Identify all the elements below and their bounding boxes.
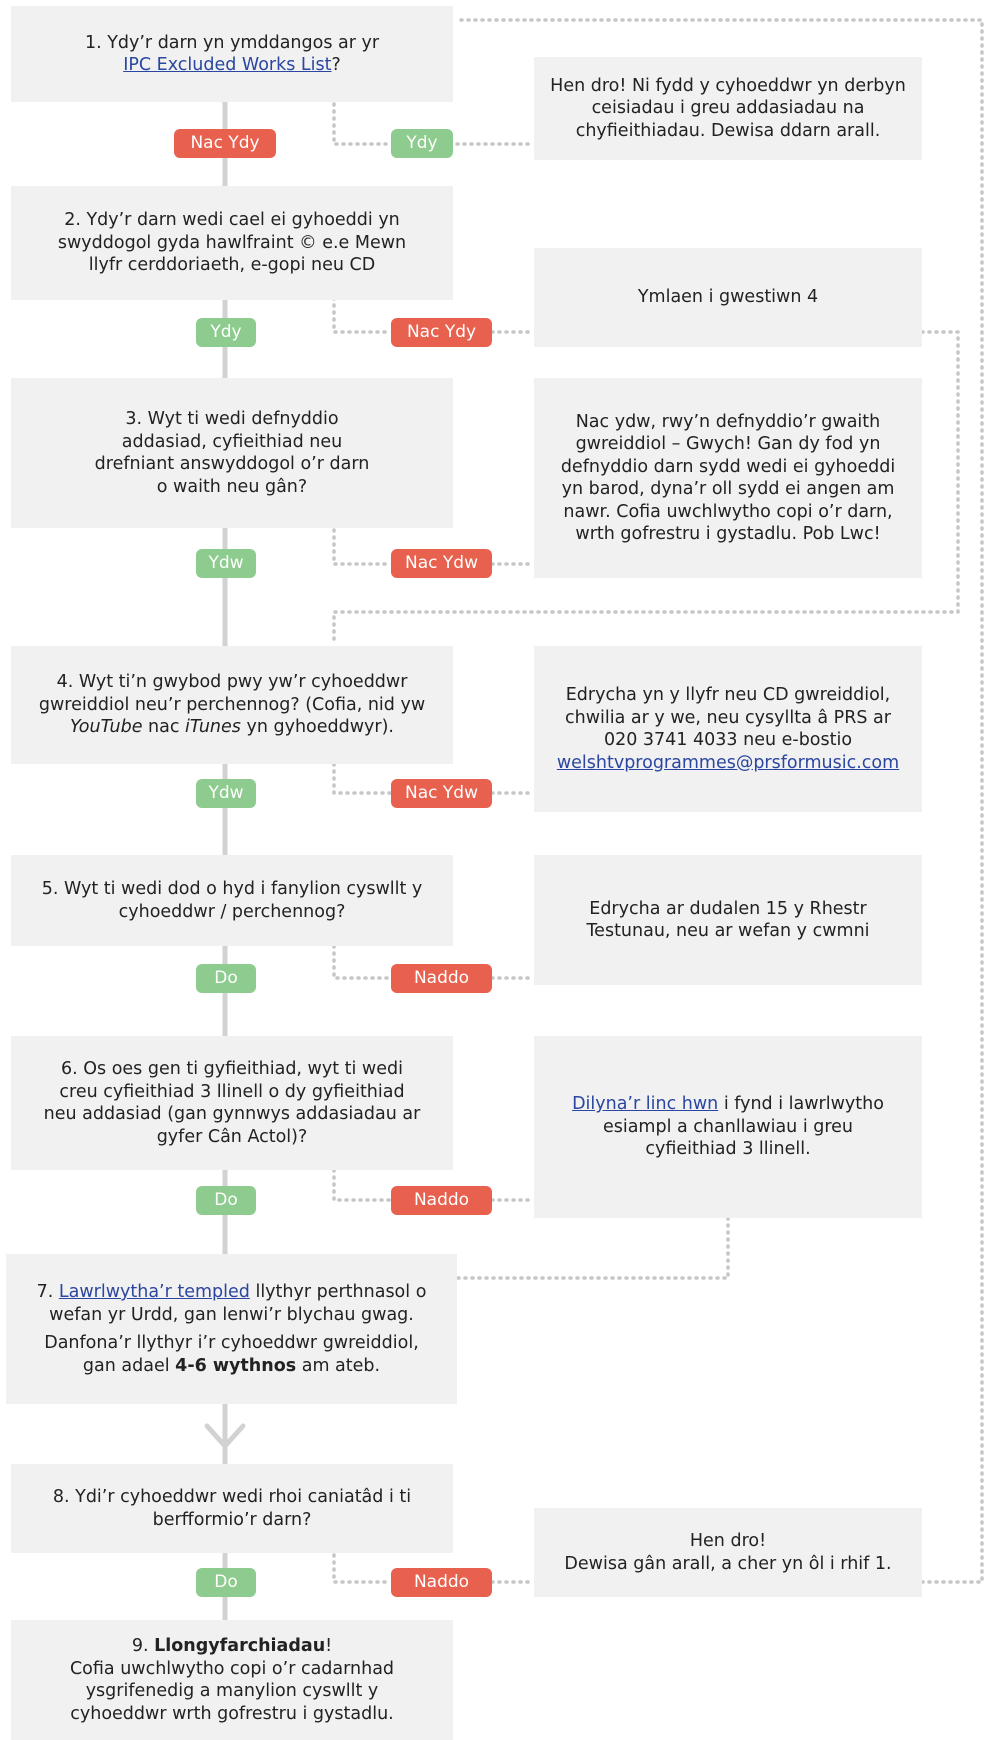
- question-8-text: 8. Ydi’r cyhoeddwr wedi rhoi caniatâd i ti berfformio’r darn?: [52, 1487, 412, 1530]
- branch-connector: [334, 1170, 390, 1200]
- ipc-excluded-works-link[interactable]: IPC Excluded Works List: [123, 55, 332, 75]
- answer-yes-pill: Do: [196, 964, 256, 993]
- answer-no-pill: Nac Ydy: [391, 318, 492, 347]
- branch-connector: [334, 530, 390, 564]
- question-6-text: 6. Os oes gen ti gyfieithiad, wyt ti wedi creu cyfieithiad 3 llinell o dy gyfieithiad neu addasiad (gan gynnwys addasiadau ar gyfer Cân Actol)?: [43, 1059, 421, 1147]
- question-9-box: [11, 1620, 453, 1740]
- result-2-box: [534, 248, 922, 347]
- question-2-box: [11, 186, 453, 300]
- result-1-box: [534, 57, 922, 160]
- answer-no-pill: Nac Ydw: [391, 549, 492, 578]
- question-6-box: [11, 1036, 453, 1170]
- question-8-box: [11, 1464, 453, 1553]
- result-3-box: [534, 378, 922, 578]
- question-4-box: [11, 646, 453, 764]
- result-5-box: [534, 855, 922, 985]
- question-7-line-1: 7. Lawrlwytha’r templed llythyr perthnasol o wefan yr Urdd, gan lenwi’r blychau gwag.: [36, 1282, 427, 1325]
- result-3-text: Nac ydw, rwy’n defnyddio’r gwaith gwreiddiol – Gwych! Gan dy fod yn defnyddio darn sydd wedi ei gyhoeddi yn barod, dyna’r oll sydd ei angen am nawr. Cofia uwchlwytho copi o’r darn, wrth gofrestru i gystadlu. Pob Lwc!: [560, 411, 896, 544]
- route-to-question-7: [458, 1218, 728, 1278]
- branch-connector: [334, 946, 390, 978]
- download-template-link[interactable]: Lawrlwytha’r templed: [58, 1282, 250, 1302]
- answer-yes-pill: Ydw: [196, 779, 256, 808]
- answer-yes-pill: Ydw: [196, 549, 256, 578]
- answer-yes-pill: Ydy: [196, 318, 256, 347]
- question-3-text: 3. Wyt ti wedi defnyddio addasiad, cyfieithiad neu drefniant answyddogol o’r darn o waith neu gân?: [94, 409, 370, 497]
- result-8-box: [534, 1508, 922, 1597]
- answer-yes-pill: Do: [196, 1186, 256, 1215]
- result-6-text: Dilyna’r linc hwn i fynd i lawrlwytho esiampl a chanllawiau i greu cyfieithiad 3 llinell.: [572, 1094, 884, 1160]
- result-4-text: Edrycha yn y llyfr neu CD gwreiddiol, chwilia ar y we, neu cysyllta â PRS ar 020 3741 4033 neu e-bostio welshtvprogrammes@prsformusic.com: [556, 685, 900, 773]
- answer-yes-pill: Ydy: [391, 129, 453, 158]
- question-1-box: [11, 6, 453, 102]
- branch-connector: [334, 104, 390, 144]
- result-5-text: Edrycha ar dudalen 15 y Rhestr Testunau, neu ar wefan y cwmni: [586, 898, 870, 941]
- question-7-box: [6, 1254, 457, 1404]
- question-5-box: [11, 855, 453, 946]
- result-4-box: [534, 646, 922, 812]
- branch-connector: [334, 298, 390, 332]
- branch-connector: [334, 764, 390, 793]
- question-3-box: [11, 378, 453, 528]
- result-1-text: Hen dro! Ni fydd y cyhoeddwr yn derbyn ceisiadau i greu addasiadau na chyfieithiadau. Dewisa ddarn arall.: [550, 75, 906, 141]
- prs-email-link[interactable]: welshtvprogrammes@prsformusic.com: [556, 752, 900, 773]
- question-2-text: 2. Ydy’r darn wedi cael ei gyhoeddi yn swyddogol gyda hawlfraint © e.e Mewn llyfr cerddoriaeth, e-gopi neu CD: [57, 210, 407, 276]
- question-mark: ?: [331, 55, 341, 75]
- answer-no-pill: Nac Ydw: [391, 779, 492, 808]
- answer-no-pill: Naddo: [391, 1186, 492, 1215]
- answer-no-pill: Naddo: [391, 964, 492, 993]
- question-9-text: 9. Llongyfarchiadau! Cofia uwchlwytho copi o’r cadarnhad ysgrifenedig a manylion cyswllt y cyhoeddwr wrth gofrestru i gystadlu.: [69, 1636, 395, 1724]
- answer-no-pill: Nac Ydy: [174, 129, 276, 158]
- question-5-text: 5. Wyt ti wedi dod o hyd i fanylion cyswllt y cyhoeddwr / perchennog?: [41, 879, 423, 922]
- question-1-text: 1. Ydy’r darn yn ymddangos ar yr: [84, 32, 380, 53]
- answer-no-pill: Naddo: [391, 1568, 492, 1597]
- question-7-line-2: Danfona’r llythyr i’r cyhoeddwr gwreiddiol, gan adael 4-6 wythnos am ateb.: [44, 1333, 419, 1376]
- result-8-text: Hen dro! Dewisa gân arall, a cher yn ôl i rhif 1.: [564, 1531, 892, 1574]
- question-4-text: 4. Wyt ti’n gwybod pwy yw’r cyhoeddwr gwreiddiol neu’r perchennog? (Cofia, nid yw YouTube nac iTunes yn gyhoeddwyr).: [38, 672, 426, 738]
- follow-link[interactable]: Dilyna’r linc hwn: [572, 1094, 719, 1115]
- answer-yes-pill: Do: [196, 1568, 256, 1597]
- result-6-box: [534, 1036, 922, 1218]
- result-2-text: Ymlaen i gwestiwn 4: [637, 287, 819, 308]
- branch-connector: [334, 1555, 390, 1582]
